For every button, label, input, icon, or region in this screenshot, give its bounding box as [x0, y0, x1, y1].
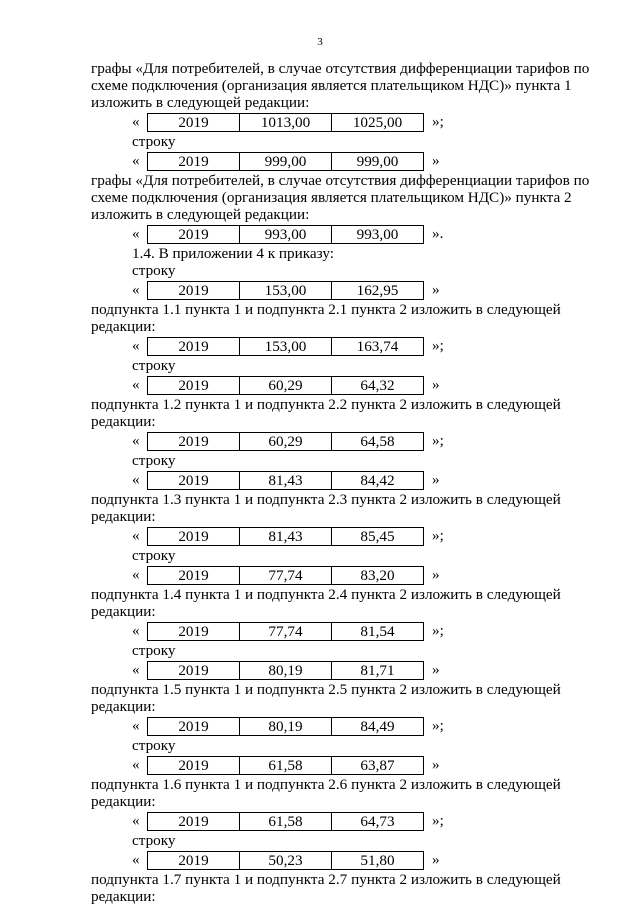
cell-year: 2019 [178, 527, 209, 545]
tariff-row [132, 621, 595, 641]
cell-year: 2019 [178, 337, 209, 355]
cell-value-2: 163,74 [331, 338, 423, 355]
open-quote: « [132, 376, 140, 393]
para-line: подпункта 1.6 пункта 1 и подпункта 2.6 пункта 2 изложить в следующей [91, 776, 561, 793]
para-line: подпункта 1.1 пункта 1 и подпункта 2.1 пункта 2 изложить в следующей [91, 301, 561, 318]
tariff-row [132, 280, 595, 300]
paragraph-7 [91, 681, 595, 715]
tariff-cells [147, 225, 424, 244]
open-quote: « [132, 661, 140, 678]
close-quote: » [432, 281, 440, 298]
tariff-row [132, 526, 595, 546]
close-quote: »; [432, 527, 444, 544]
para-line: редакции: [91, 793, 156, 810]
tariff-cells [147, 152, 424, 171]
tariff-cells [147, 432, 424, 451]
para-line: редакции: [91, 698, 156, 715]
tariff-row [132, 755, 595, 775]
para-line: редакции: [91, 888, 156, 905]
open-quote: « [132, 337, 140, 354]
tariff-cells [147, 337, 424, 356]
tariff-cells [147, 812, 424, 831]
cell-year: 2019 [178, 113, 209, 131]
cell-value-2: 999,00 [331, 153, 423, 170]
tariff-cells [147, 566, 424, 585]
close-quote: » [432, 471, 440, 488]
document-body [91, 60, 595, 905]
para-line: подпункта 1.4 пункта 1 и подпункта 2.4 пункта 2 изложить в следующей [91, 586, 561, 603]
tariff-row [132, 431, 595, 451]
cell-value-1: 77,74 [239, 623, 331, 640]
cell-value-1: 999,00 [239, 153, 331, 170]
open-quote: « [132, 432, 140, 449]
label-row: строку [132, 262, 176, 279]
tariff-row [132, 112, 595, 132]
tariff-cells [147, 527, 424, 546]
cell-year: 2019 [178, 376, 209, 394]
tariff-row [132, 811, 595, 831]
open-quote: « [132, 851, 140, 868]
cell-value-2: 84,49 [331, 718, 423, 735]
cell-value-2: 51,80 [331, 852, 423, 869]
cell-year: 2019 [178, 566, 209, 584]
tariff-cells [147, 851, 424, 870]
open-quote: « [132, 622, 140, 639]
close-quote: » [432, 566, 440, 583]
label-row: строку [132, 452, 176, 469]
tariff-cells [147, 717, 424, 736]
cell-value-1: 60,29 [239, 377, 331, 394]
tariff-cells [147, 376, 424, 395]
open-quote: « [132, 152, 140, 169]
cell-value-1: 153,00 [239, 282, 331, 299]
cell-year: 2019 [178, 432, 209, 450]
open-quote: « [132, 812, 140, 829]
tariff-row [132, 336, 595, 356]
open-quote: « [132, 471, 140, 488]
page-number: 3 [317, 36, 323, 48]
cell-year: 2019 [178, 622, 209, 640]
tariff-cells [147, 661, 424, 680]
cell-value-2: 83,20 [331, 567, 423, 584]
close-quote: » [432, 376, 440, 393]
para-line: подпункта 1.2 пункта 1 и подпункта 2.2 пункта 2 изложить в следующей [91, 396, 561, 413]
open-quote: « [132, 281, 140, 298]
cell-value-2: 993,00 [331, 226, 423, 243]
cell-value-1: 153,00 [239, 338, 331, 355]
close-quote: » [432, 661, 440, 678]
cell-value-1: 80,19 [239, 662, 331, 679]
para-line: подпункта 1.5 пункта 1 и подпункта 2.5 пункта 2 изложить в следующей [91, 681, 561, 698]
cell-value-1: 81,43 [239, 472, 331, 489]
cell-year: 2019 [178, 661, 209, 679]
paragraph-6 [91, 586, 595, 620]
tariff-cells [147, 113, 424, 132]
cell-value-1: 60,29 [239, 433, 331, 450]
paragraph-9 [91, 871, 595, 905]
paragraph-4 [91, 396, 595, 430]
cell-value-1: 81,43 [239, 528, 331, 545]
cell-value-1: 77,74 [239, 567, 331, 584]
para-line: схеме подключения (организация является плательщиком НДС)» пункта 1 [91, 77, 572, 94]
cell-value-1: 1013,00 [239, 114, 331, 131]
cell-value-2: 81,54 [331, 623, 423, 640]
close-quote: »; [432, 812, 444, 829]
close-quote: »; [432, 622, 444, 639]
tariff-row [132, 660, 595, 680]
cell-year: 2019 [178, 851, 209, 869]
para-line: редакции: [91, 508, 156, 525]
tariff-row [132, 151, 595, 171]
cell-year: 2019 [178, 812, 209, 830]
tariff-row [132, 716, 595, 736]
cell-value-1: 61,58 [239, 813, 331, 830]
close-quote: » [432, 851, 440, 868]
cell-value-2: 85,45 [331, 528, 423, 545]
cell-year: 2019 [178, 281, 209, 299]
cell-value-1: 993,00 [239, 226, 331, 243]
cell-year: 2019 [178, 756, 209, 774]
open-quote: « [132, 756, 140, 773]
label-row: строку [132, 642, 176, 659]
cell-value-2: 162,95 [331, 282, 423, 299]
paragraph-intro [91, 60, 595, 111]
close-quote: » [432, 756, 440, 773]
label-row: строку [132, 547, 176, 564]
tariff-cells [147, 281, 424, 300]
cell-value-2: 64,73 [331, 813, 423, 830]
open-quote: « [132, 527, 140, 544]
tariff-row [132, 224, 595, 244]
open-quote: « [132, 717, 140, 734]
cell-value-2: 1025,00 [331, 114, 423, 131]
label-row: строку [132, 133, 176, 150]
tariff-row [132, 850, 595, 870]
para-line: подпункта 1.3 пункта 1 и подпункта 2.3 пункта 2 изложить в следующей [91, 491, 561, 508]
cell-value-1: 50,23 [239, 852, 331, 869]
close-quote: » [432, 152, 440, 169]
para-line: редакции: [91, 603, 156, 620]
cell-year: 2019 [178, 717, 209, 735]
tariff-row [132, 470, 595, 490]
label-row: строку [132, 737, 176, 754]
cell-value-1: 61,58 [239, 757, 331, 774]
cell-year: 2019 [178, 152, 209, 170]
para-line: графы «Для потребителей, в случае отсутствия дифференциации тарифов по [91, 172, 590, 189]
close-quote: »; [432, 432, 444, 449]
paragraph-2 [91, 172, 595, 223]
paragraph-5 [91, 491, 595, 525]
tariff-row [132, 565, 595, 585]
open-quote: « [132, 566, 140, 583]
cell-value-2: 64,58 [331, 433, 423, 450]
para-line: подпункта 1.7 пункта 1 и подпункта 2.7 пункта 2 изложить в следующей [91, 871, 561, 888]
label-row: строку [132, 357, 176, 374]
tariff-cells [147, 622, 424, 641]
cell-value-2: 63,87 [331, 757, 423, 774]
label-row: строку [132, 832, 176, 849]
cell-value-2: 84,42 [331, 472, 423, 489]
cell-year: 2019 [178, 225, 209, 243]
cell-year: 2019 [178, 471, 209, 489]
para-line: редакции: [91, 318, 156, 335]
tariff-cells [147, 471, 424, 490]
paragraph-8 [91, 776, 595, 810]
para-line: изложить в следующей редакции: [91, 206, 310, 223]
para-line: схеме подключения (организация является плательщиком НДС)» пункта 2 [91, 189, 572, 206]
tariff-cells [147, 756, 424, 775]
cell-value-1: 80,19 [239, 718, 331, 735]
para-line: редакции: [91, 413, 156, 430]
close-quote: »; [432, 337, 444, 354]
section-heading: 1.4. В приложении 4 к приказу: [132, 245, 334, 262]
close-quote: »; [432, 717, 444, 734]
para-line: изложить в следующей редакции: [91, 94, 310, 111]
close-quote: »; [432, 113, 444, 130]
open-quote: « [132, 225, 140, 242]
open-quote: « [132, 113, 140, 130]
close-quote: ». [432, 225, 444, 242]
cell-value-2: 81,71 [331, 662, 423, 679]
paragraph-3 [91, 301, 595, 335]
para-line: графы «Для потребителей, в случае отсутствия дифференциации тарифов по [91, 60, 590, 77]
tariff-row [132, 375, 595, 395]
cell-value-2: 64,32 [331, 377, 423, 394]
